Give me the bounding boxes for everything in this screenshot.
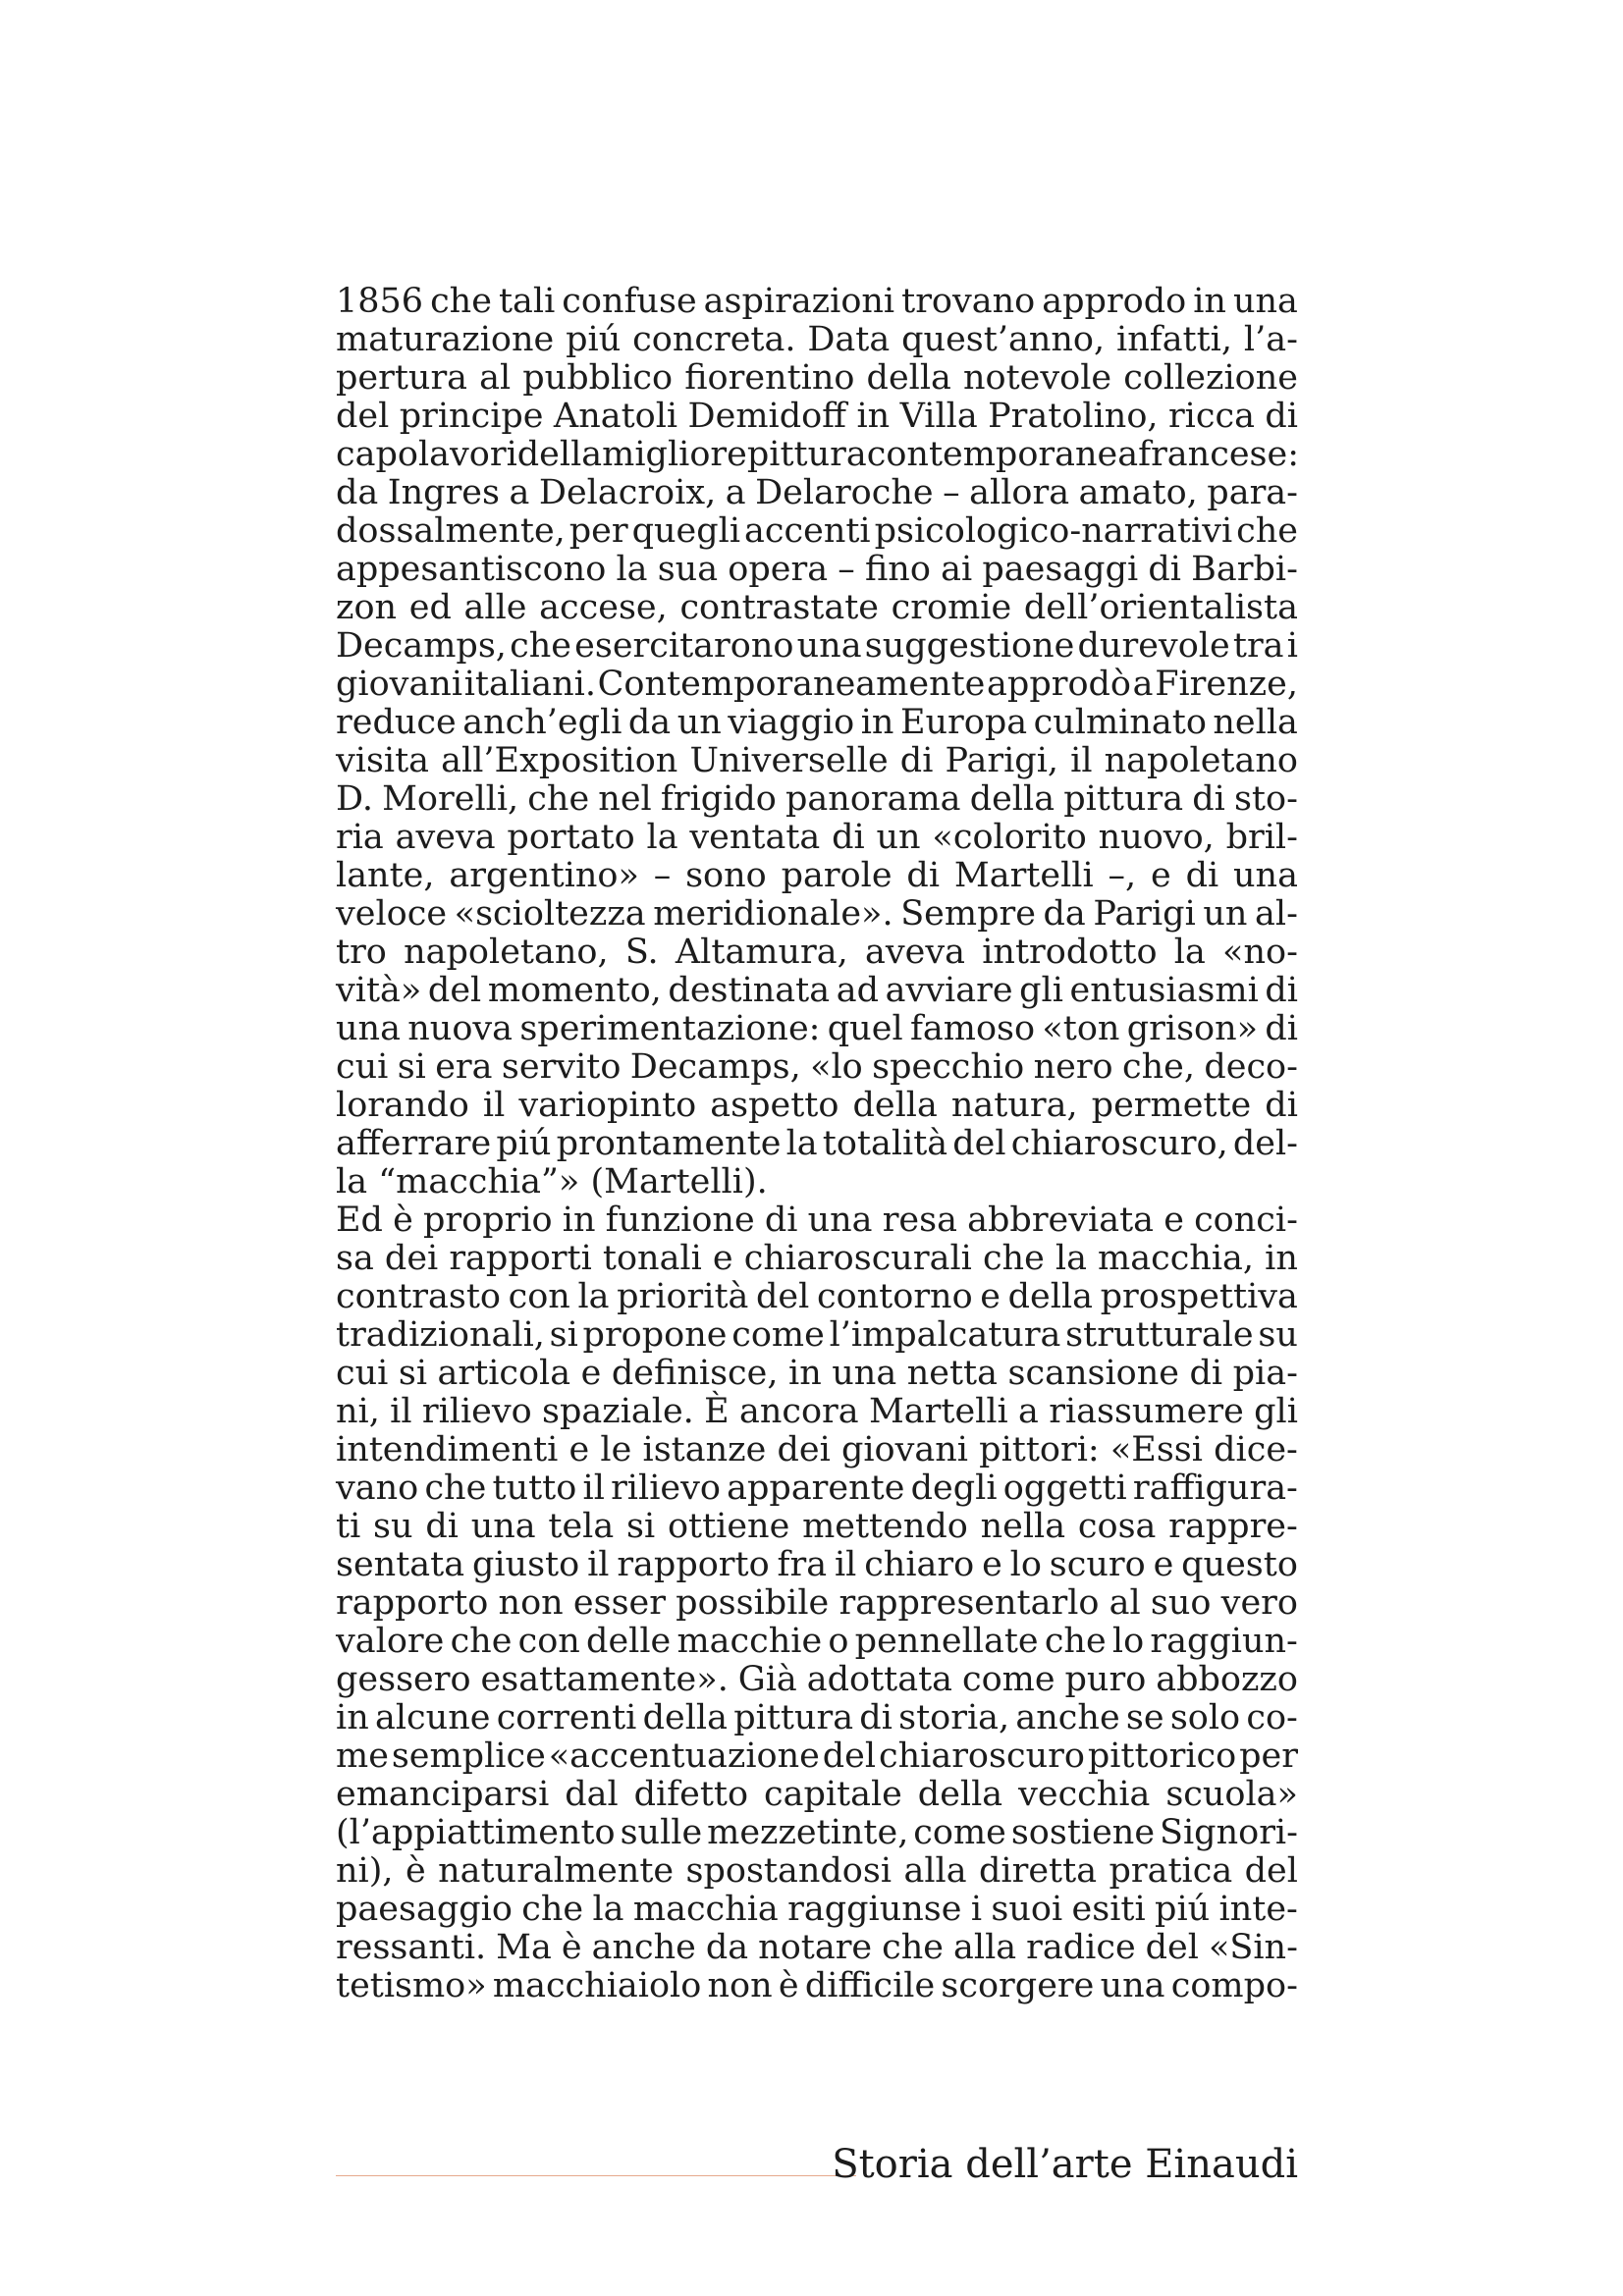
text-line: da Ingres a Delacroix, a Delaroche – allora amato, para- bbox=[336, 473, 1298, 512]
text-line: (l’appiattimento sulle mezzetinte, come sostiene Signori- bbox=[336, 1813, 1298, 1852]
body-text bbox=[336, 283, 1298, 2005]
text-line: ni, il rilievo spaziale. È ancora Martelli a riassumere gli bbox=[336, 1392, 1298, 1431]
text-line: 1856 che tali confuse aspirazioni trovano approdo in una bbox=[336, 282, 1298, 321]
text-line: ti su di una tela si ottiene mettendo nella cosa rappre- bbox=[336, 1507, 1298, 1546]
text-line: sentata giusto il rapporto fra il chiaro e lo scuro e questo bbox=[336, 1545, 1298, 1584]
text-line: maturazione piú concreta. Data quest’anno, infatti, l’a- bbox=[336, 320, 1298, 359]
footer-title: Storia dell’arte Einaudi bbox=[832, 2142, 1298, 2187]
text-line: ni), è naturalmente spostandosi alla diretta pratica del bbox=[336, 1851, 1298, 1891]
text-line: ria aveva portato la ventata di un «colorito nuovo, bril- bbox=[336, 818, 1298, 857]
text-line: veloce «scioltezza meridionale». Sempre da Parigi un al- bbox=[336, 894, 1298, 934]
text-line: la “macchia”» (Martelli). bbox=[336, 1162, 768, 1201]
text-line: dossalmente, per quegli accenti psicologico-narrativi che bbox=[336, 511, 1298, 551]
text-line: afferrare piú prontamente la totalità del chiaroscuro, del- bbox=[336, 1124, 1298, 1163]
text-line: capolavori della migliore pittura contemporanea francese: bbox=[336, 435, 1299, 474]
text-line: emanciparsi dal difetto capitale della vecchia scuola» bbox=[336, 1775, 1298, 1814]
text-line: tradizionali, si propone come l’impalcatura strutturale su bbox=[336, 1315, 1298, 1355]
text-line: tetismo» macchiaiolo non è difficile scorgere una compo- bbox=[336, 1966, 1298, 2005]
text-line: gessero esattamente». Già adottata come puro abbozzo bbox=[336, 1660, 1298, 1699]
text-line: rapporto non esser possibile rappresentarlo al suo vero bbox=[336, 1583, 1298, 1623]
text-line: Ed è proprio in funzione di una resa abbreviata e conci- bbox=[336, 1201, 1298, 1240]
text-line: contrasto con la priorità del contorno e della prospettiva bbox=[336, 1277, 1298, 1316]
text-line: tro napoletano, S. Altamura, aveva introdotto la «no- bbox=[336, 933, 1298, 972]
text-line: una nuova sperimentazione: quel famoso «ton grison» di bbox=[336, 1009, 1298, 1048]
text-line: cui si articola e definisce, in una netta scansione di pia- bbox=[336, 1354, 1298, 1393]
text-line: cui si era servito Decamps, «lo specchio nero che, deco- bbox=[336, 1047, 1298, 1087]
text-line: me semplice «accentuazione del chiaroscuro pittorico per bbox=[336, 1736, 1298, 1776]
text-line: reduce anch’egli da un viaggio in Europa culminato nella bbox=[336, 703, 1298, 742]
text-line: D. Morelli, che nel frigido panorama della pittura di sto- bbox=[336, 779, 1298, 819]
text-line: valore che con delle macchie o pennellate che lo raggiun- bbox=[336, 1622, 1298, 1661]
text-line: visita all’Exposition Universelle di Parigi, il napoletano bbox=[336, 741, 1298, 780]
text-line: sa dei rapporti tonali e chiaroscurali che la macchia, in bbox=[336, 1239, 1298, 1278]
text-line: in alcune correnti della pittura di storia, anche se solo co- bbox=[336, 1698, 1298, 1737]
text-line: pertura al pubblico fiorentino della notevole collezione bbox=[336, 358, 1298, 398]
text-line: ressanti. Ma è anche da notare che alla radice del «Sin- bbox=[336, 1928, 1298, 1967]
text-line: zon ed alle accese, contrastate cromie dell’orientalista bbox=[336, 588, 1298, 627]
text-line: paesaggio che la macchia raggiunse i suoi esiti piú inte- bbox=[336, 1890, 1298, 1929]
text-line: vità» del momento, destinata ad avviare gli entusiasmi di bbox=[336, 971, 1298, 1010]
text-line: del principe Anatoli Demidoff in Villa Pratolino, ricca di bbox=[336, 397, 1298, 436]
text-line: vano che tutto il rilievo apparente degli oggetti raffigura- bbox=[336, 1468, 1298, 1508]
text-line: lante, argentino» – sono parole di Martelli –, e di una bbox=[336, 856, 1298, 895]
text-line: giovani italiani. Contemporaneamente approdò a Firenze, bbox=[336, 665, 1298, 704]
text-line: Decamps, che esercitarono una suggestione durevole tra i bbox=[336, 626, 1298, 666]
text-line: intendimenti e le istanze dei giovani pittori: «Essi dice- bbox=[336, 1430, 1298, 1469]
footer-rule bbox=[336, 2175, 856, 2176]
text-line: appesantiscono la sua opera – fino ai paesaggi di Barbi- bbox=[336, 550, 1298, 589]
text-line: lorando il variopinto aspetto della natura, permette di bbox=[336, 1086, 1298, 1125]
page-footer bbox=[336, 2140, 1298, 2189]
